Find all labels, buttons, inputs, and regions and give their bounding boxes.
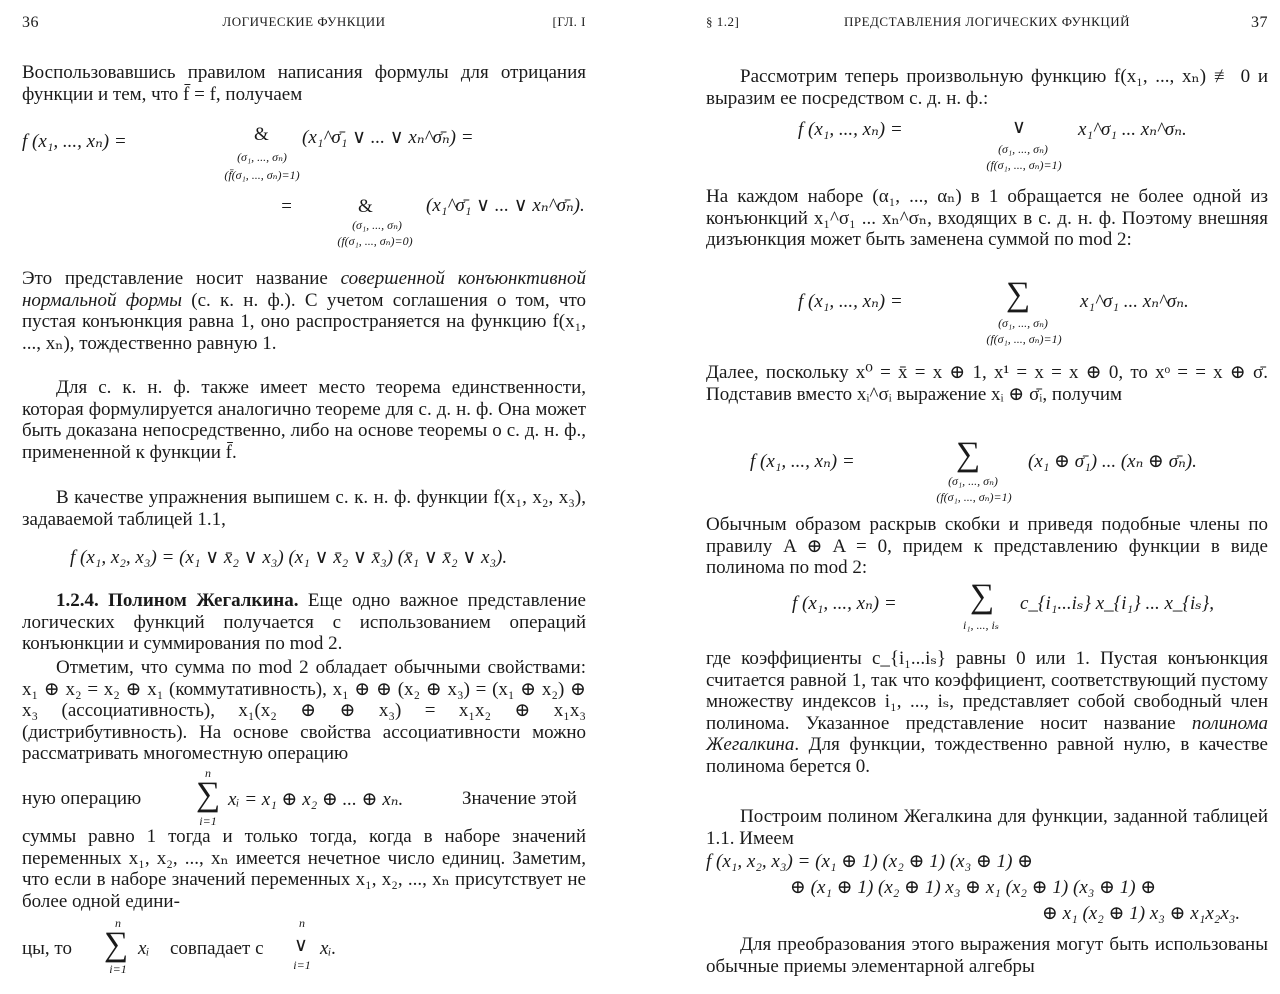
formula-term: x₁^σ₁ ... xₙ^σₙ. bbox=[1080, 291, 1189, 312]
xi: xᵢ bbox=[138, 938, 150, 959]
formula-lhs: f (x₁, ..., xₙ) = bbox=[792, 593, 897, 614]
formula-subscript-condition: (f(σ₁, ..., σₙ)=1) bbox=[936, 490, 1012, 504]
text: совпадает с bbox=[170, 938, 264, 959]
left-paragraph-3: Для с. к. н. ф. также имеет место теорема единственности, которая формулируется аналогично теореме для с. д. н. ф. Она может быть доказана непосредственно, либо на основе теоремы о с. д. н. ф., примененной к функции f̄. bbox=[22, 377, 586, 463]
right-paragraph-2: На каждом наборе (α₁, ..., αₙ) в 1 обращается не более одной из конъюнкций x₁^σ₁ ... xₙ^σₙ, входящих в с. д. н. ф. Поэтому внешняя дизъюнкция может быть заменена суммой по mod 2: bbox=[706, 186, 1268, 250]
left-running-title: ЛОГИЧЕСКИЕ ФУНКЦИИ bbox=[222, 14, 386, 29]
formula-term: c_{i₁...iₛ} x_{i₁} ... x_{iₛ}, bbox=[1020, 593, 1215, 614]
right-paragraph-4: Обычным образом раскрыв скобки и приведя подобные члены по правилу A ⊕ A = 0, придем к представлению функции в виде полинома по mod 2: bbox=[706, 514, 1268, 578]
right-page-number: 37 bbox=[1251, 14, 1268, 31]
sum-formula: xᵢ = x₁ ⊕ x₂ ⊕ ... ⊕ xₙ. bbox=[228, 789, 404, 810]
text: Это представление носит название bbox=[22, 268, 341, 289]
formula-line-3: ⊕ x₁ (x₂ ⊕ 1) x₃ ⊕ x₁x₂x₃. bbox=[1042, 903, 1241, 924]
text: Еще одно важное представление логических функций получается с использованием операций конъюнкции и суммирования по mod 2. bbox=[22, 590, 586, 654]
formula-subscript: (σ₁, ..., σₙ) bbox=[948, 474, 998, 488]
left-paragraph-6: Отметим, что сумма по mod 2 обладает обычными свойствами: x₁ ⊕ x₂ = x₂ ⊕ x₁ (коммутативность), x₁ ⊕ ⊕ (x₂ ⊕ x₃) = (x₁ ⊕ x₂) ⊕ x₃ (ассоциативность), x₁(x₂ ⊕ ⊕ x₃) = x₁x₂ ⊕ x₁x₃ (дистрибутивность). На основе свойства ассоциативности можно рассматривать многоместную операцию bbox=[22, 657, 586, 764]
and-operator: & bbox=[254, 124, 269, 145]
left-page bbox=[22, 0, 586, 994]
sum-upper-limit: n bbox=[205, 766, 211, 780]
formula-subscript-condition: (f(σ₁, ..., σₙ)=0) bbox=[337, 234, 413, 248]
term-sknf: совершенной конъюнктивной нормальной формы bbox=[22, 268, 586, 311]
formula-line-2: ⊕ (x₁ ⊕ 1) (x₂ ⊕ 1) x₃ ⊕ x₁ (x₂ ⊕ 1) (x₃ ⊕ 1) ⊕ bbox=[790, 877, 1157, 898]
text: (с. к. н. ф.). С учетом соглашения о том, что пустая конъюнкция равна 1, оно распространяется на функцию f(x₁, ..., xₙ), тождественно равную 1. bbox=[22, 289, 586, 354]
left-paragraph-1: Воспользовавшись правилом написания формулы для отрицания функции и тем, что f̄̄ = f, получаем bbox=[22, 62, 586, 105]
or-operator: ∨ bbox=[1012, 117, 1026, 138]
right-section-mark: § 1.2] bbox=[706, 14, 740, 29]
term-zhegalkin-polynomial: полинома Жегалкина bbox=[706, 712, 1268, 755]
section-heading: 1.2.4. Полином Жегалкина. bbox=[56, 590, 299, 611]
formula-subscript: i₁, ..., iₛ bbox=[963, 618, 999, 632]
left-page-number: 36 bbox=[22, 14, 39, 31]
right-paragraph-1: Рассмотрим теперь произвольную функцию f(x₁, ..., xₙ) ≢ 0 и выразим ее посредством с. д. н. ф.: bbox=[706, 66, 1268, 109]
right-paragraph-7: Для преобразования этого выражения могут быть использованы обычные приемы элементарной алгебры bbox=[706, 934, 1268, 977]
left-formula-2: f (x₁, x₂, x₃) = (x₁ ∨ x̄₂ ∨ x₃) (x₁ ∨ x̄₂ ∨ x̄₃) (x̄₁ ∨ x̄₂ ∨ x₃). bbox=[70, 547, 508, 568]
left-paragraph-5 bbox=[22, 590, 586, 655]
formula-subscript: (σ₁, ..., σₙ) bbox=[352, 218, 402, 232]
text: . Для функции, тождественно равной нулю, в качестве полинома берется 0. bbox=[706, 734, 1268, 777]
xor-sum-symbol: ∑ bbox=[196, 776, 221, 813]
left-chapter-mark: [ГЛ. I bbox=[552, 14, 586, 29]
formula-line-1: f (x₁, x₂, x₃) = (x₁ ⊕ 1) (x₂ ⊕ 1) (x₃ ⊕ 1) ⊕ bbox=[706, 851, 1034, 872]
formula-term: (x₁^σ̄₁ ∨ ... ∨ xₙ^σ̄ₙ) = bbox=[302, 127, 474, 148]
formula-term: (x₁ ⊕ σ̄₁) ... (xₙ ⊕ σ̄ₙ). bbox=[1028, 451, 1197, 472]
sum-lower-limit: i=1 bbox=[109, 962, 127, 976]
xor-sum-symbol: ∑ bbox=[956, 436, 981, 473]
xi: xᵢ. bbox=[320, 938, 337, 959]
formula-subscript-condition: (f̄(σ₁, ..., σₙ)=1) bbox=[224, 168, 300, 182]
formula-subscript: (σ₁, ..., σₙ) bbox=[998, 142, 1048, 156]
xor-sum-symbol: ∑ bbox=[970, 578, 995, 615]
formula-lhs: f (x₁, ..., xₙ) = bbox=[750, 451, 855, 472]
right-paragraph-5 bbox=[706, 648, 1268, 777]
right-paragraph-6: Построим полином Жегалкина для функции, заданной таблицей 1.1. Имеем bbox=[706, 806, 1268, 849]
right-paragraph-3: Далее, поскольку x⁰ = x̄ = x ⊕ 1, x¹ = x = x ⊕ 0, то xᵒ = = x ⊕ σ̄. Подставив вместо xᵢ^σᵢ выражение xᵢ ⊕ σ̄ᵢ, получим bbox=[706, 362, 1268, 405]
left-paragraph-2 bbox=[22, 268, 586, 354]
formula-equals: = bbox=[280, 196, 293, 217]
right-page bbox=[706, 0, 1268, 994]
text: цы, то bbox=[22, 938, 72, 959]
right-running-head bbox=[706, 14, 1268, 38]
left-paragraph-7: суммы равно 1 тогда и только тогда, когда в наборе значений переменных x₁, x₂, ..., xₙ имеется нечетное число единиц. Заметим, что если в наборе значений переменных x₁, x₂, ..., xₙ присутствует не более одной едини- bbox=[22, 826, 586, 912]
left-paragraph-4: В качестве упражнения выпишем с. к. н. ф. функции f(x₁, x₂, x₃), задаваемой таблицей 1.1, bbox=[22, 487, 586, 530]
text: где коэффициенты c_{i₁...iₛ} равны 0 или 1. Пустая конъюнкция считается равной 1, так что коэффициент, соответствующий пустому множеству индексов i₁, ..., iₛ, представляет собой свободный член полинома. Указанное представление носит название bbox=[706, 648, 1268, 734]
or-upper-limit: n bbox=[299, 916, 305, 930]
formula-subscript-condition: (f(σ₁, ..., σₙ)=1) bbox=[986, 158, 1062, 172]
text: Значение этой bbox=[462, 788, 577, 809]
sum-lower-limit: i=1 bbox=[199, 814, 217, 828]
or-lower-limit: i=1 bbox=[293, 958, 311, 972]
xor-sum-symbol: ∑ bbox=[104, 926, 129, 963]
formula-lhs: f (x₁, ..., xₙ) = bbox=[798, 119, 903, 140]
formula-term: (x₁^σ̄₁ ∨ ... ∨ xₙ^σ̄ₙ). bbox=[426, 195, 585, 216]
text: ную операцию bbox=[22, 788, 142, 809]
formula-lhs: f (x₁, ..., xₙ) = bbox=[798, 291, 903, 312]
or-symbol: ∨ bbox=[294, 935, 308, 956]
formula-subscript: (σ₁, ..., σₙ) bbox=[237, 150, 287, 164]
formula-subscript: (σ₁, ..., σₙ) bbox=[998, 316, 1048, 330]
and-operator: & bbox=[358, 196, 373, 217]
right-running-title: ПРЕДСТАВЛЕНИЯ ЛОГИЧЕСКИХ ФУНКЦИЙ bbox=[844, 14, 1130, 29]
formula-term: x₁^σ₁ ... xₙ^σₙ. bbox=[1078, 119, 1187, 140]
formula-lhs: f (x₁, ..., xₙ) = bbox=[22, 131, 127, 152]
formula-subscript-condition: (f(σ₁, ..., σₙ)=1) bbox=[986, 332, 1062, 346]
sum-upper-limit: n bbox=[115, 916, 121, 930]
xor-sum-symbol: ∑ bbox=[1006, 276, 1031, 313]
left-running-head bbox=[22, 14, 586, 38]
